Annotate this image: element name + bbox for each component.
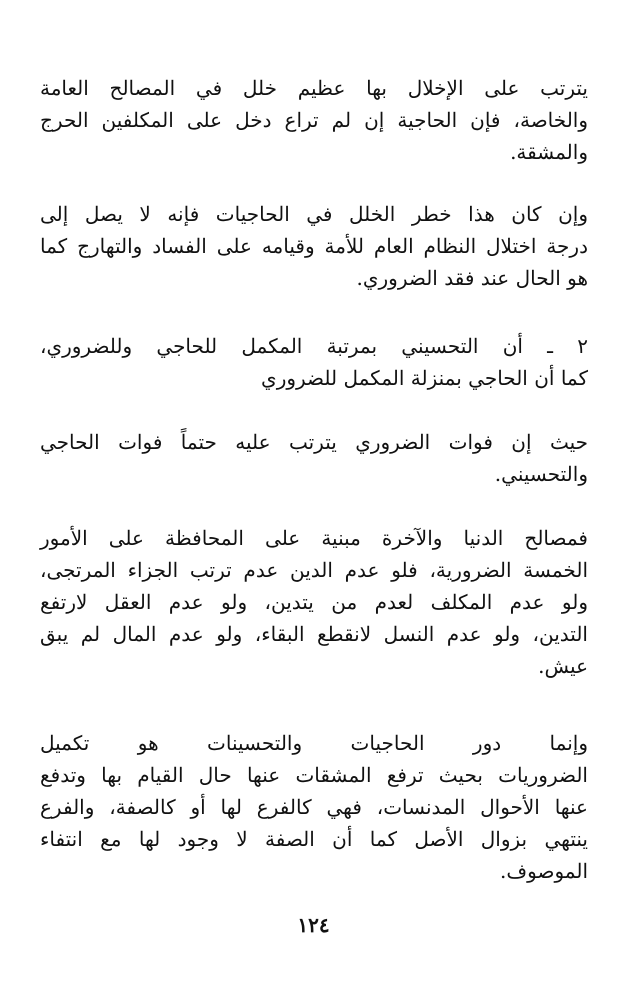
text-line: يترتب على الإخلال بها عظيم خلل في المصالح العامة: [40, 76, 588, 100]
text-line: درجة اختلال النظام العام للأمة وقيامه على الفساد والتهارج كما: [40, 234, 588, 258]
text-line: والتحسيني.: [494, 462, 588, 486]
text-line: عيش.: [538, 654, 588, 678]
paragraph-4: [40, 426, 588, 490]
text-line: والمشقة.: [510, 140, 588, 164]
text-line: ينتهي بزوال الأصل كما أن الصفة لا وجود لها مع انتفاء: [40, 827, 588, 851]
text-line: والخاصة، فإن الحاجية إن لم تراع دخل على المكلفين الحرج: [40, 108, 588, 132]
paragraph-2: [40, 198, 588, 294]
text-line: التدين، ولو عدم النسل لانقطع البقاء، ولو عدم المال لم يبق: [40, 622, 588, 646]
text-line: الضروريات بحيث ترفع المشقات عنها حال القيام بها وتدفع: [40, 763, 588, 787]
paragraph-6: [40, 727, 588, 887]
page-number: ١٢٤: [297, 913, 330, 937]
text-line: الموصوف.: [500, 859, 588, 883]
text-line: الخمسة الضرورية، فلو عدم الدين عدم ترتب الجزاء المرتجى،: [40, 558, 588, 582]
paragraph-1: [40, 72, 588, 168]
text-line: وإنما دور الحاجيات والتحسينات هو تكميل: [40, 731, 588, 755]
text-line: عنها الأحوال المدنسات، فهي كالفرع لها أو كالصفة، والفرع: [40, 795, 588, 819]
text-line: ٢ ـ أن التحسيني بمرتبة المكمل للحاجي وللضروري،: [40, 334, 588, 358]
paragraph-5: [40, 522, 588, 682]
text-line: حيث إن فوات الضروري يترتب عليه حتماً فوات الحاجي: [40, 430, 588, 454]
text-line: هو الحال عند فقد الضروري.: [356, 266, 588, 290]
paragraph-3: [40, 330, 588, 394]
text-line: كما أن الحاجي بمنزلة المكمل للضروري: [261, 366, 588, 390]
text-line: ولو عدم المكلف لعدم من يتدين، ولو عدم العقل لارتفع: [40, 590, 588, 614]
text-line: وإن كان هذا خطر الخلل في الحاجيات فإنه لا يصل إلى: [40, 202, 588, 226]
text-line: فمصالح الدنيا والآخرة مبنية على المحافظة على الأمور: [40, 526, 588, 550]
